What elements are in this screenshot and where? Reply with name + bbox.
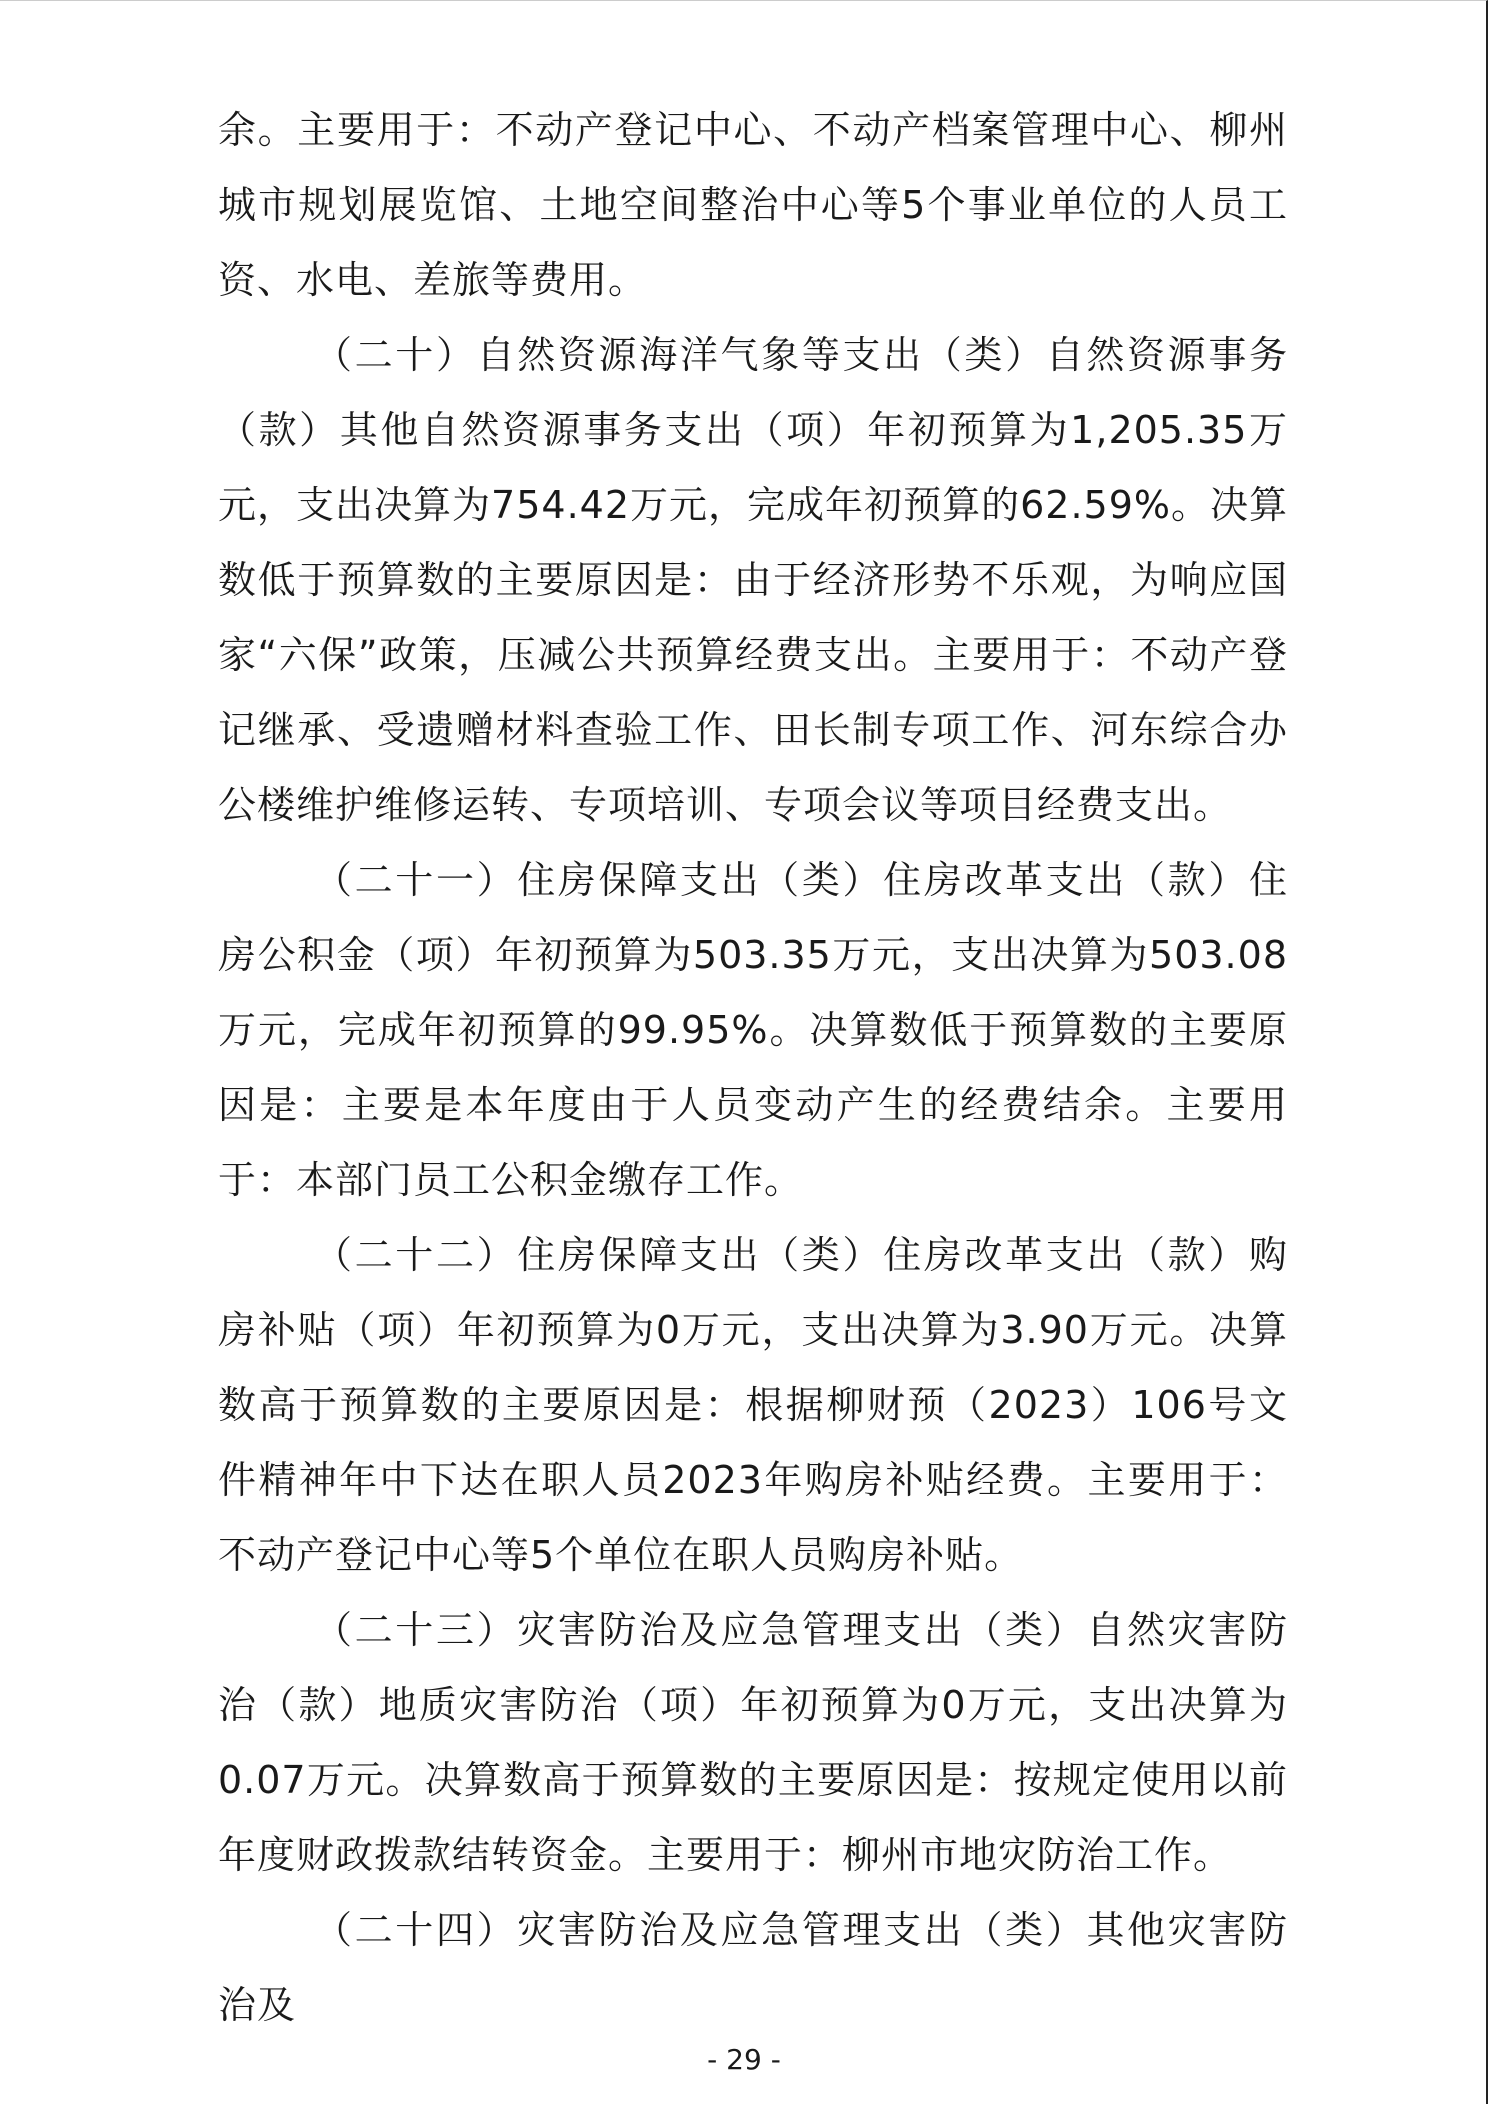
paragraph-item-22: （二十二）住房保障支出（类）住房改革支出（款）购房补贴（项）年初预算为0万元，支出决算为3.90万元。决算数高于预算数的主要原因是：根据柳财预（2023）106号文件精神年中下达在职人员2023年购房补贴经费。主要用于：不动产登记中心等5个单位在职人员购房补贴。	[218, 1233, 1288, 1577]
paragraph-item-20: （二十）自然资源海洋气象等支出（类）自然资源事务（款）其他自然资源事务支出（项）年初预算为1,205.35万元，支出决算为754.42万元，完成年初预算的62.59%。决算数低于预算数的主要原因是：由于经济形势不乐观，为响应国家“六保”政策，压减公共预算经费支出。主要用于：不动产登记继承、受遗赠材料查验工作、田长制专项工作、河东综合办公楼维护维修运转、专项培训、专项会议等项目经费支出。	[218, 333, 1288, 827]
page-number: - 29 -	[707, 2043, 781, 2076]
paragraph-continuation: 余。主要用于：不动产登记中心、不动产档案管理中心、柳州城市规划展览馆、土地空间整治中心等5个事业单位的人员工资、水电、差旅等费用。	[218, 108, 1288, 302]
body-text	[218, 93, 1288, 2043]
paragraph-item-21: （二十一）住房保障支出（类）住房改革支出（款）住房公积金（项）年初预算为503.35万元，支出决算为503.08万元，完成年初预算的99.95%。决算数低于预算数的主要原因是：主要是本年度由于人员变动产生的经费结余。主要用于：本部门员工公积金缴存工作。	[218, 858, 1288, 1202]
paragraph-item-23: （二十三）灾害防治及应急管理支出（类）自然灾害防治（款）地质灾害防治（项）年初预算为0万元，支出决算为0.07万元。决算数高于预算数的主要原因是：按规定使用以前年度财政拨款结转资金。主要用于：柳州市地灾防治工作。	[218, 1608, 1288, 1877]
paragraph-item-24: （二十四）灾害防治及应急管理支出（类）其他灾害防治及	[218, 1908, 1288, 2027]
